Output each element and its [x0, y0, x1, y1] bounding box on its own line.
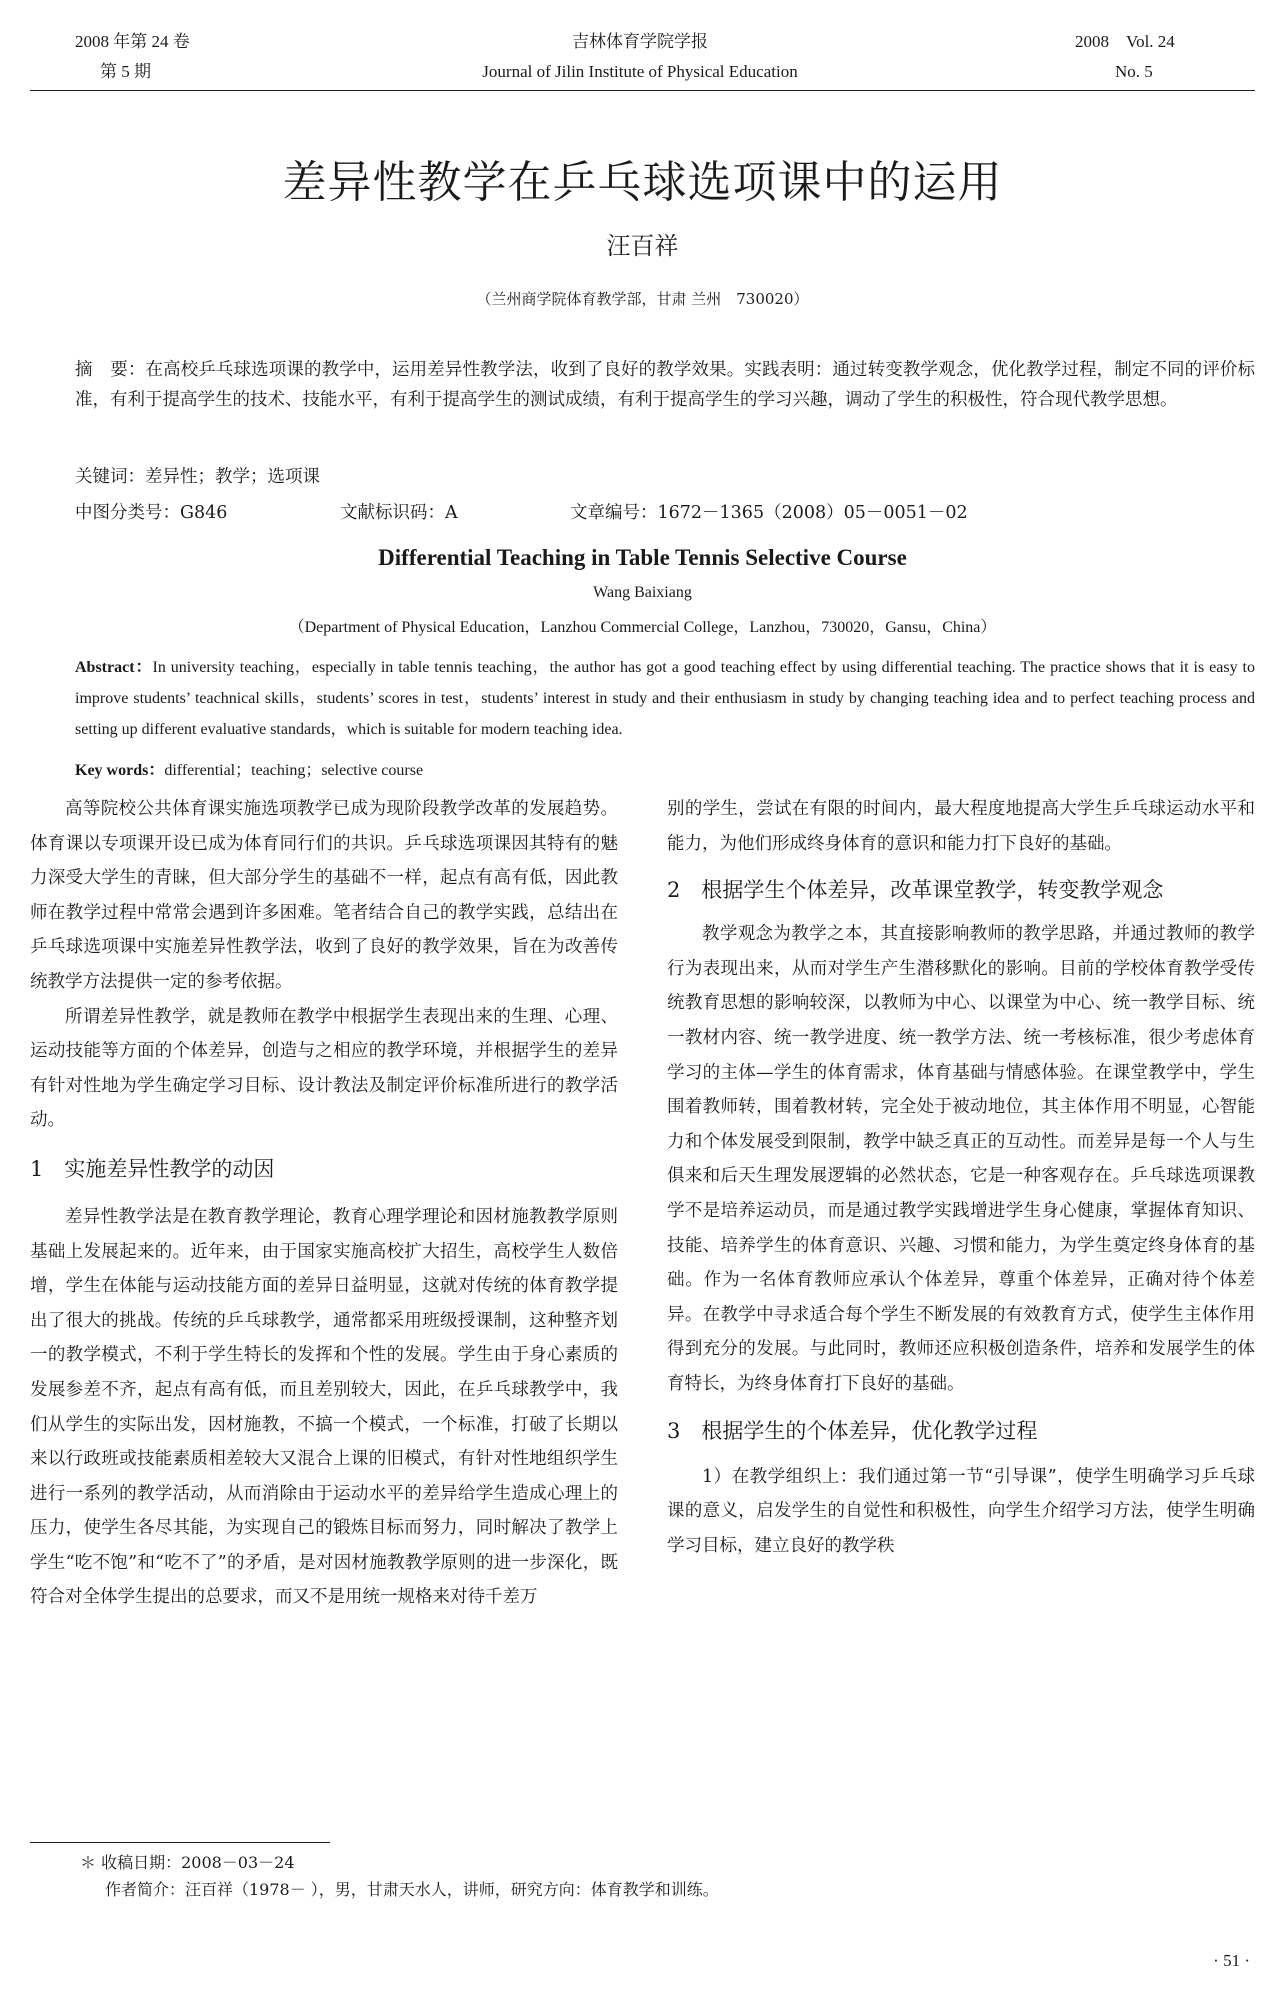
- header-journal-cn: 吉林体育学院学报: [572, 32, 708, 51]
- section-heading-2: 2 根据学生个体差异，改革课堂教学，转变教学观念: [667, 878, 1164, 903]
- right-column: [667, 792, 1255, 1563]
- section-heading-1: 1 实施差异性教学的动因: [30, 1156, 275, 1181]
- header-issue: 第 5 期: [100, 62, 151, 81]
- left-column: [30, 792, 618, 1615]
- article-title: 差异性教学在乒乓球选项课中的运用: [282, 157, 1003, 208]
- body-paragraph: 1）在教学组织上：我们通过第一节“引导课”，使学生明确学习乒乓球课的意义，启发学生的自觉性和积极性，向学生介绍学习方法，使学生明确学习目标，建立良好的教学秩: [667, 1466, 1255, 1556]
- keywords-text: 差异性；教学；选项课: [145, 467, 320, 487]
- body-paragraph: 所谓差异性教学，就是教师在教学中根据学生表现出来的生理、心理、运动技能等方面的个体差异，创造与之相应的教学环境，并根据学生的差异有针对性地为学生确定学习目标、设计教法及制定评价标准所进行的教学活动。: [30, 1006, 618, 1131]
- article-author: 汪百祥: [606, 232, 679, 260]
- abstract-label: 摘 要：: [75, 360, 146, 380]
- english-abstract: [75, 652, 1255, 745]
- english-keywords-label: Key words：: [75, 762, 165, 779]
- clc-number: 中图分类号：G846: [75, 503, 228, 523]
- article-number: 文章编号：1672－1365（2008）05－0051－02: [570, 503, 968, 523]
- section-heading-3: 3 根据学生的个体差异，优化教学过程: [667, 1418, 1038, 1443]
- abstract-text: 在高校乒乓球选项课的教学中，运用差异性教学法，收到了良好的教学效果。实践表明：通过转变教学观念，优化教学过程，制定不同的评价标准，有利于提高学生的技术、技能水平，有利于提高学生的测试成绩，有利于提高学生的学习兴趣，调动了学生的积极性，符合现代教学思想。: [75, 360, 1256, 410]
- english-author: Wang Baixiang: [593, 584, 692, 601]
- footnote-rule: [30, 1842, 330, 1843]
- header-journal-en: Journal of Jilin Institute of Physical Education: [482, 62, 798, 81]
- abstract-cn: [75, 355, 1255, 415]
- body-paragraph: 差异性教学法是在教育教学理论，教育心理学理论和因材施教教学原则基础上发展起来的。近年来，由于国家实施高校扩大招生，高校学生人数倍增，学生在体能与运动技能方面的差异日益明显，这就对传统的体育教学提出了很大的挑战。传统的乒乓球教学，通常都采用班级授课制，这种整齐划一的教学模式，不利于学生特长的发挥和个性的发展。学生由于身心素质的发展参差不齐，起点有高有低，而且差别较大，因此，在乒乓球教学中，我们从学生的实际出发，因材施教，不搞一个模式，一个标准，打破了长期以来以行政班或技能素质相差较大又混合上课的旧模式，有针对性地组织学生进行一系列的教学活动，从而消除由于运动水平的差异给学生造成心理上的压力，使学生各尽其能，为实现自己的锻炼目标而努力，同时解决了教学上学生“吃不饱”和“吃不了”的矛盾，是对因材施教教学原则的进一步深化，既符合对全体学生提出的总要求，而又不是用统一规格来对待千差万: [30, 1206, 618, 1608]
- document-code: 文献标识码：A: [340, 503, 458, 523]
- english-keywords: [75, 757, 1255, 780]
- english-abstract-label: Abstract：: [75, 659, 153, 676]
- header-number: No. 5: [1115, 62, 1153, 81]
- footnote-author-bio: 作者简介：汪百祥（1978－ ），男，甘肃天水人，讲师，研究方向：体育教学和训练。: [105, 1880, 719, 1899]
- keywords-label: 关键词：: [75, 467, 145, 487]
- article-affiliation: （兰州商学院体育教学部，甘肃 兰州 730020）: [476, 290, 809, 308]
- english-keywords-text: differential；teaching；selective course: [164, 762, 424, 779]
- keywords-cn: [75, 462, 320, 492]
- body-paragraph: 别的学生，尝试在有限的时间内，最大程度地提高大学生乒乓球运动水平和能力，为他们形成终身体育的意识和能力打下良好的基础。: [667, 799, 1255, 854]
- english-title: Differential Teaching in Table Tennis Selective Course: [378, 545, 907, 570]
- english-affiliation: （Department of Physical Education，Lanzhou Commercial College，Lanzhou，730020，Gansu，China）: [288, 619, 997, 636]
- body-paragraph: 教学观念为教学之本，其直接影响教师的教学思路，并通过教师的教学行为表现出来，从而对学生产生潜移默化的影响。目前的学校体育教学受传统教育思想的影响较深，以教师为中心、以课堂为中心、统一教学目标、统一教材内容、统一教学进度、统一教学方法、统一考核标准，很少考虑体育学习的主体—学生的体育需求，体育基础与情感体验。在课堂教学中，学生围着教师转，围着教材转，完全处于被动地位，其主体作用不明显，心智能力和个体发展受到限制，教学中缺乏真正的互动性。而差异是每一个人与生俱来和后天生理发展逻辑的必然状态，它是一种客观存在。乒乓球选项课教学不是培养运动员，而是通过教学实践增进学生身心健康，掌握体育知识、技能、培养学生的体育意识、兴趣、习惯和能力，为学生奠定终身体育的基础。作为一名体育教师应承认个体差异，尊重个体差异，正确对待个体差异。在教学中寻求适合每个学生不断发展的有效教育方式，使学生主体作用得到充分的发展。与此同时，教师还应积极创造条件，培养和发展学生的体育特长，为终身体育打下良好的基础。: [667, 924, 1255, 1394]
- header-volume: 2008 年第 24 卷: [75, 32, 190, 51]
- footnote-received: ＊ 收稿日期：2008－03－24: [80, 1853, 295, 1872]
- header-rule: [30, 90, 1255, 91]
- body-paragraph: 高等院校公共体育课实施选项教学已成为现阶段教学改革的发展趋势。体育课以专项课开设已成为体育同行们的共识。乒乓球选项课因其特有的魅力深受大学生的青睐，但大部分学生的基础不一样，起点有高有低，因此教师在教学过程中常常会遇到许多困难。笔者结合自己的教学实践，总结出在乒乓球选项课中实施差异性教学法，收到了良好的教学效果，旨在为改善传统教学方法提供一定的参考依据。: [30, 799, 618, 992]
- page-number: · 51 ·: [1213, 1951, 1250, 1970]
- english-abstract-text: In university teaching，especially in table tennis teaching，the author has got a good teaching effect by using differential teaching. The practice shows that it is easy to improve students’ teachnical skills，students’ scores in test，students’ interest in study and their enthusiasm in study by changing teaching idea and to perfect teaching process and setting up different evaluative standards，which is suitable for modern teaching idea.: [75, 659, 1255, 738]
- header-year-vol: 2008 Vol. 24: [1075, 32, 1175, 51]
